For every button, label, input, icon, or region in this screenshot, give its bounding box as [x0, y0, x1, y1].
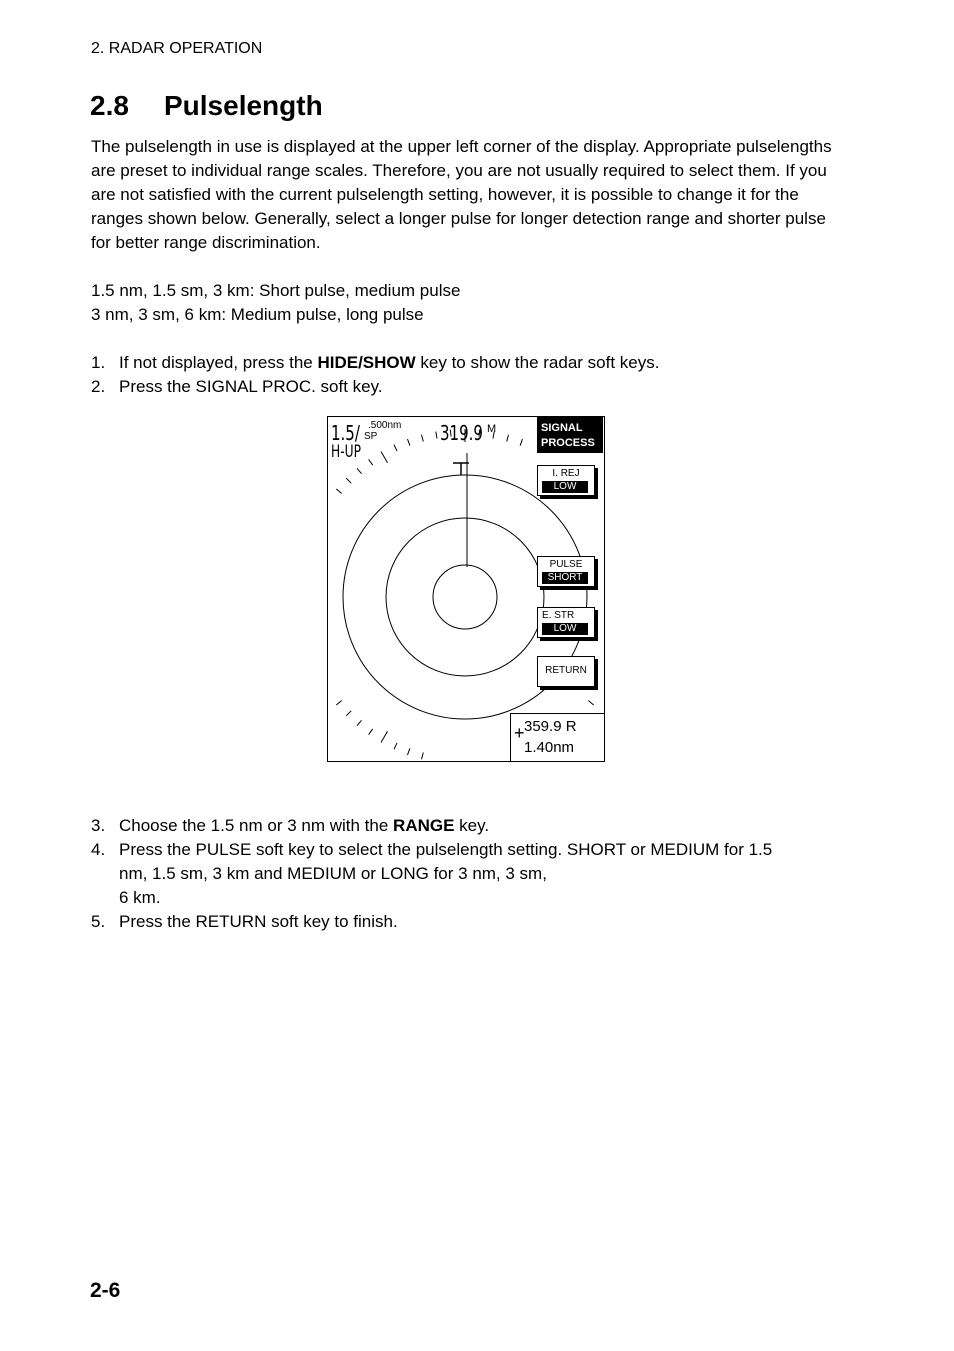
- step-text-line: 6 km.: [119, 888, 161, 907]
- ring-interval: .500nm: [368, 420, 402, 431]
- bearing-tick: [336, 489, 341, 494]
- bearing-tick: [346, 478, 351, 483]
- step-number: 2.: [91, 377, 106, 396]
- range-line-1: 1.5 nm, 1.5 sm, 3 km: Short pulse, medium pulse: [91, 281, 461, 300]
- step-1: [91, 351, 659, 375]
- step-2: [91, 375, 383, 399]
- step-number: 5.: [91, 912, 106, 931]
- step-number: 1.: [91, 353, 106, 372]
- bearing-tick: [394, 445, 397, 451]
- intro-paragraph: The pulselength in use is displayed at the upper left corner of the display. Appropriate pulselengths are preset to individual range scales. Therefore, you are not usually required to select them. If you are not satisfied with the current pulselength setting, however, it is possible to change it for the ranges shown below. Generally, select a longer pulse for longer detection range and shorter pulse for better range discrimination.: [91, 137, 832, 252]
- softkey-label: I. REJ: [552, 468, 580, 479]
- pulse-softkey[interactable]: [537, 556, 595, 587]
- key-name: HIDE/SHOW: [317, 353, 416, 372]
- step-5: [91, 910, 398, 934]
- bearing-tick: [336, 701, 341, 706]
- pulse-indicator: SP: [364, 431, 378, 442]
- section-heading: [90, 90, 323, 122]
- bearing-tick: [394, 743, 397, 749]
- orientation-mode: H-UP: [331, 442, 361, 462]
- softkey-label: PULSE: [549, 559, 583, 570]
- softkey-value: SHORT: [542, 572, 588, 584]
- section-number: 2.8: [90, 90, 129, 121]
- cursor-range: 1.40nm: [524, 739, 575, 756]
- radar-display-figure: [327, 416, 605, 762]
- bearing-tick: [357, 720, 362, 725]
- step-number: 3.: [91, 816, 106, 835]
- running-header: 2. RADAR OPERATION: [91, 40, 263, 57]
- bearing-tick: [369, 729, 373, 735]
- menu-title: SIGNAL PROCESS: [537, 417, 603, 453]
- heading-readout: 319.9: [440, 421, 483, 445]
- range-line-2: 3 nm, 3 sm, 6 km: Medium pulse, long pulse: [91, 305, 424, 324]
- cursor-icon: +: [514, 723, 525, 743]
- range-ring-inner: [433, 565, 497, 629]
- step-text-line: Press the PULSE soft key to select the pulselength setting. SHORT or MEDIUM for 1.5: [119, 840, 773, 859]
- bearing-tick: [381, 731, 388, 742]
- step-number: 4.: [91, 840, 106, 859]
- softkey-label: RETURN: [545, 665, 587, 676]
- bearing-tick: [381, 452, 388, 463]
- bearing-tick: [422, 753, 424, 760]
- bearing-tick: [422, 435, 424, 442]
- step-text: Choose the 1.5 nm or 3 nm with the: [119, 816, 394, 835]
- step-3: [91, 814, 489, 838]
- page-number: 2-6: [90, 1279, 121, 1302]
- bearing-tick: [408, 439, 410, 446]
- step-text: Press the RETURN soft key to finish.: [119, 912, 398, 931]
- step-text-line: nm, 1.5 sm, 3 km and MEDIUM or LONG for 3 nm, 3 sm,: [119, 864, 547, 883]
- step-text: key.: [454, 816, 490, 835]
- return-softkey[interactable]: [537, 656, 595, 687]
- bearing-tick: [520, 439, 522, 446]
- step-4: [91, 838, 851, 910]
- bearing-tick: [588, 701, 593, 706]
- bearing-tick: [507, 435, 509, 442]
- bearing-tick: [357, 468, 362, 473]
- range-ring-middle: [386, 518, 544, 676]
- step-text: If not displayed, press the: [119, 353, 318, 372]
- section-title: Pulselength: [164, 90, 323, 121]
- softkey-label: E. STR: [542, 610, 575, 621]
- softkey-value: LOW: [542, 481, 588, 493]
- key-name: RANGE: [393, 816, 455, 835]
- step-text: key to show the radar soft keys.: [415, 353, 660, 372]
- estr-softkey[interactable]: [537, 607, 595, 638]
- bearing-tick: [369, 459, 373, 465]
- cursor-bearing: 359.9 R: [524, 718, 577, 735]
- bearing-tick: [408, 748, 410, 755]
- range-readout: 1.5/: [331, 421, 360, 445]
- bearing-tick: [346, 711, 351, 716]
- step-text: Press the SIGNAL PROC. soft key.: [119, 377, 383, 396]
- softkey-value: LOW: [542, 623, 588, 635]
- bearing-tick: [436, 432, 437, 439]
- heading-reference: M: [487, 423, 497, 435]
- irej-softkey[interactable]: [537, 465, 595, 496]
